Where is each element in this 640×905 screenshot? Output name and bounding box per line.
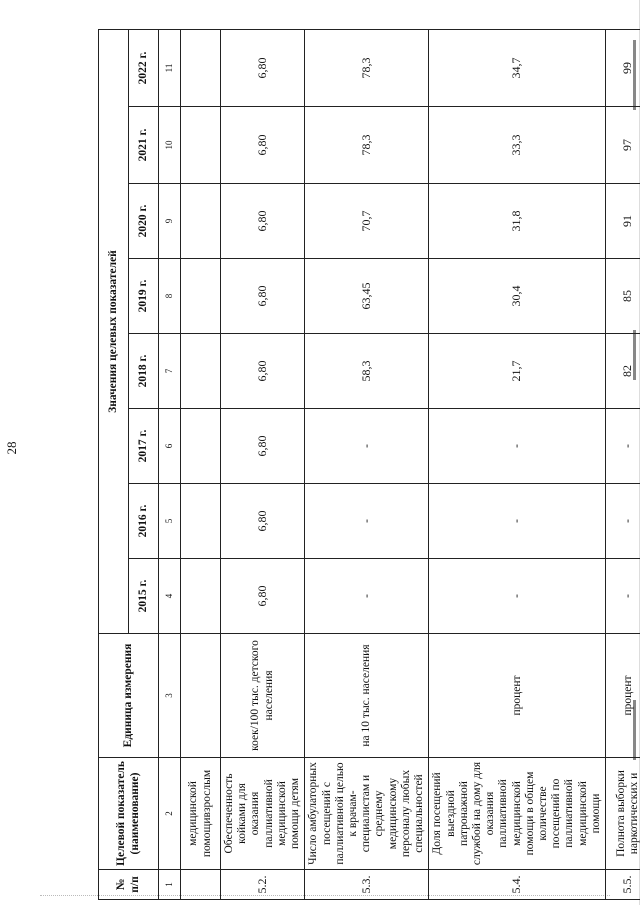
column-index: 10	[159, 107, 181, 184]
row-value: 70,7	[305, 184, 429, 259]
row-unit: процент	[429, 634, 606, 758]
row-value	[181, 334, 221, 409]
row-value: 6,80	[221, 30, 305, 107]
row-value: -	[305, 409, 429, 484]
row-value	[181, 184, 221, 259]
row-value: 63,45	[305, 259, 429, 334]
header-year: 2022 г.	[129, 30, 159, 107]
column-index: 4	[159, 559, 181, 634]
column-index: 8	[159, 259, 181, 334]
row-value: -	[429, 409, 606, 484]
row-indicator: Число амбулаторных посещений с паллиативной целью к врачам-специалистам и среднему медицинскому персоналу любых специальностей	[305, 758, 429, 870]
header-year: 2020 г.	[129, 184, 159, 259]
row-value	[181, 107, 221, 184]
row-value: 6,80	[221, 107, 305, 184]
row-value: -	[305, 559, 429, 634]
row-value: 82	[606, 334, 640, 409]
target-indicators-table	[98, 29, 640, 900]
column-index: 6	[159, 409, 181, 484]
column-index: 3	[159, 634, 181, 758]
rotated-table-wrapper	[98, 30, 640, 900]
row-num: 5.5.	[606, 870, 640, 900]
row-value: 33,3	[429, 107, 606, 184]
row-value	[181, 484, 221, 559]
header-values-group: Значения целевых показателей	[99, 30, 129, 634]
table-row	[221, 30, 305, 900]
column-index: 9	[159, 184, 181, 259]
column-index: 5	[159, 484, 181, 559]
page-number: 28	[4, 441, 19, 455]
row-value: 6,80	[221, 334, 305, 409]
column-index-row	[159, 30, 181, 900]
row-num: 5.4.	[429, 870, 606, 900]
row-value: 78,3	[305, 30, 429, 107]
row-unit: процент	[606, 634, 640, 758]
header-num: № п/п	[99, 870, 159, 900]
column-index: 11	[159, 30, 181, 107]
row-value: -	[606, 484, 640, 559]
row-value: 99	[606, 30, 640, 107]
row-indicator: Доля посещений выездной патронажной службой на дому для оказания паллиативной медицинской помощи в общем количестве посещений по паллиативной медицинской помощи	[429, 758, 606, 870]
row-value: 30,4	[429, 259, 606, 334]
row-value: 6,80	[221, 409, 305, 484]
row-value: 31,8	[429, 184, 606, 259]
table-row	[606, 30, 640, 900]
row-value: 78,3	[305, 107, 429, 184]
table-row	[305, 30, 429, 900]
row-value: 58,3	[305, 334, 429, 409]
row-value: 6,80	[221, 259, 305, 334]
row-value: -	[606, 409, 640, 484]
row-value	[181, 30, 221, 107]
row-unit	[181, 634, 221, 758]
row-value	[181, 259, 221, 334]
header-year: 2016 г.	[129, 484, 159, 559]
row-num	[181, 870, 221, 900]
row-indicator: медицинской помощивзрослым	[181, 758, 221, 870]
row-value: -	[606, 559, 640, 634]
row-value	[181, 559, 221, 634]
header-year: 2017 г.	[129, 409, 159, 484]
header-year: 2015 г.	[129, 559, 159, 634]
row-unit: коек/100 тыс. детского населения	[221, 634, 305, 758]
row-value: 34,7	[429, 30, 606, 107]
row-value: -	[305, 484, 429, 559]
row-value: 6,80	[221, 184, 305, 259]
row-value: 85	[606, 259, 640, 334]
row-indicator: Обеспеченность койками для оказания паллиативной медицинской помощи детям	[221, 758, 305, 870]
row-value: 6,80	[221, 484, 305, 559]
header-indicator: Целевой показатель (наименование)	[99, 758, 159, 870]
row-unit: на 10 тыс. населения	[305, 634, 429, 758]
row-value	[181, 409, 221, 484]
header-unit: Единица измерения	[99, 634, 159, 758]
row-value: -	[429, 559, 606, 634]
header-year: 2018 г.	[129, 334, 159, 409]
column-index: 7	[159, 334, 181, 409]
row-value: -	[429, 484, 606, 559]
row-value: 91	[606, 184, 640, 259]
row-num: 5.3.	[305, 870, 429, 900]
column-index: 1	[159, 870, 181, 900]
row-value: 21,7	[429, 334, 606, 409]
row-value: 6,80	[221, 559, 305, 634]
column-index: 2	[159, 758, 181, 870]
row-indicator: Полнота выборки наркотических и	[606, 758, 640, 870]
table-row-continuation	[181, 30, 221, 900]
row-value: 97	[606, 107, 640, 184]
row-num: 5.2.	[221, 870, 305, 900]
header-year: 2021 г.	[129, 107, 159, 184]
table-row	[429, 30, 606, 900]
header-year: 2019 г.	[129, 259, 159, 334]
